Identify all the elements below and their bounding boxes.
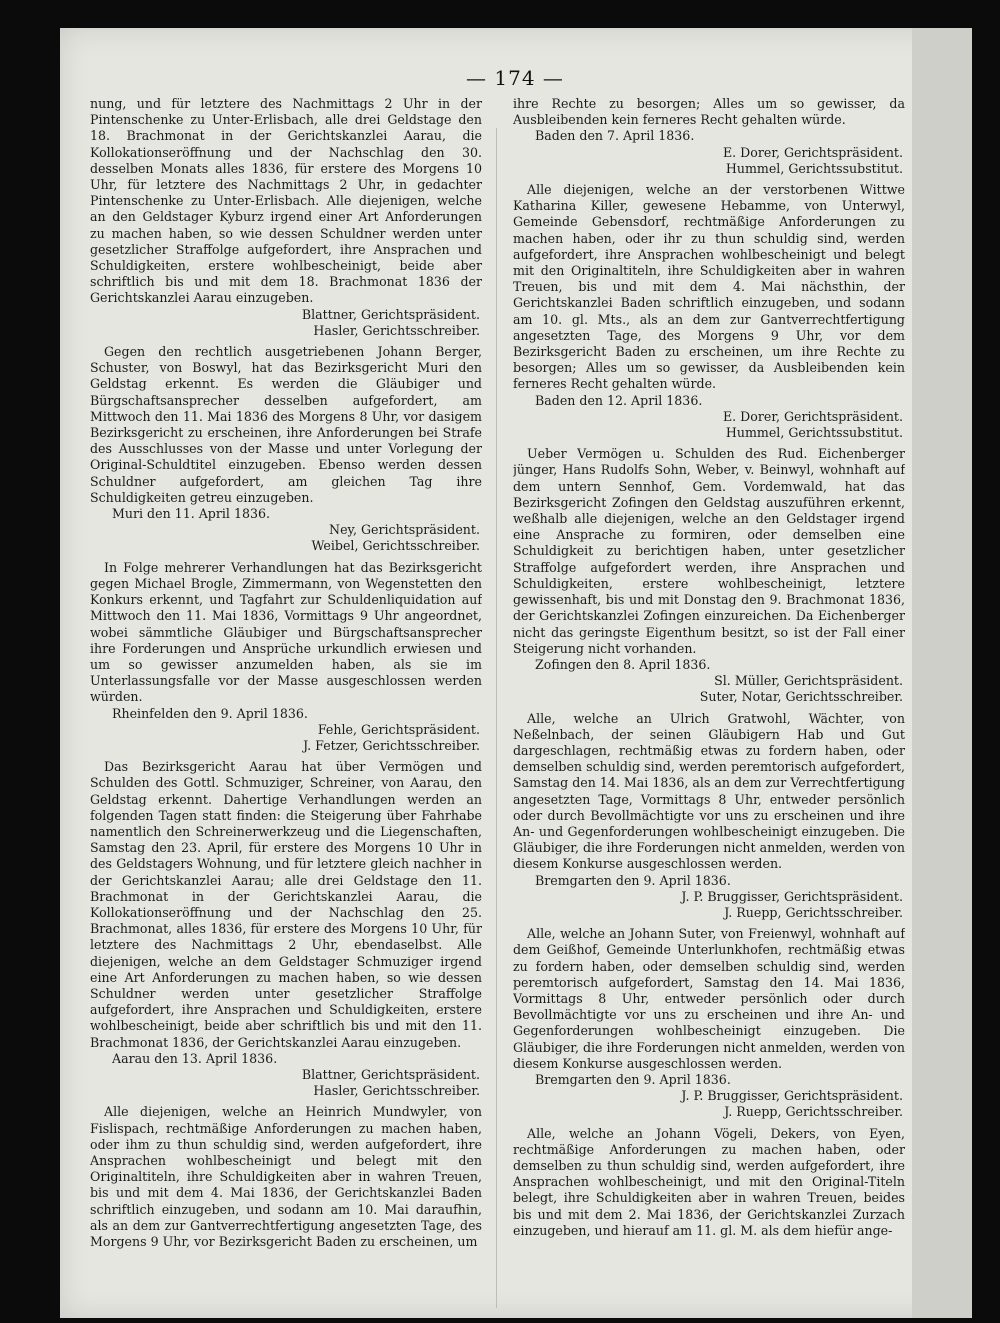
notice-date: Bremgarten den 9. April 1836. [535,872,731,888]
notice-date: Zofingen den 8. April 1836. [535,656,711,672]
notice-signature: Blattner, Gerichtspräsident. [301,306,480,322]
notice-signature: Hummel, Gerichtssubstitut. [725,425,903,441]
notice-text: Alle, welche an Ulrich Gratwohl, Wächter, von Neßelnbach, der seinen Gläubigern Hab und Gut dargeschlagen, rechtmäßig etwas zu fordern haben, oder demselben schuldig sind, werden peremtorisch aufgefordert, Samstag den 14. Mai 1836, als an dem zur Verrechtfertigung angesetzten Tage, Vormittags 8 Uhr, entweder persönlich oder durch Bevollmächtigte vor uns zu erscheinen und ihre An- und Gegenforderungen wohlbescheinigt einzugeben. Die Gläubiger, die ihre Forderungen nicht anmelden, werden von diesem Konkurse ausgeschlossen werden. [513,710,905,872]
page-number: — 174 — [466,66,564,90]
notice-block [513,926,905,1120]
newspaper-page [60,28,972,1318]
notice-signature: Hummel, Gerichtssubstitut. [725,160,903,176]
notice-date: Aarau den 13. April 1836. [112,1050,278,1066]
notice-block [90,96,482,339]
right-column [513,96,905,1306]
left-column [90,96,482,1306]
notice-text: Ueber Vermögen u. Schulden des Rud. Eichenberger jünger, Hans Rudolfs Sohn, Weber, v. Beinwyl, wohnhaft auf dem untern Sennhof, Gem. Vordemwald, hat das Bezirksgericht Zofingen den Geldstag auszuführen erkennt, weßhalb alle diejenigen, welche an den Geldstager irgend eine Ansprache zu formiren, oder demselben eine Schuldigkeit zu berichtigen haben, unter gesetzlicher Straffolge aufgefordert werden, ihre Ansprachen und Schuldigkeiten, erstere wohlbescheinigt, letztere gewissenhaft, bis und mit Donstag den 9. Brachmonat 1836, der Gerichtskanzlei Zofingen einzureichen. Da Eichenberger nicht das geringste Eigenthum besitzt, so ist der Fall einer Steigerung nicht vorhanden. [513,446,905,656]
notice-text: Alle diejenigen, welche an Heinrich Mundwyler, von Fislispach, rechtmäßige Anforderungen zu machen haben, oder ihm zu thun schuldig sind, werden aufgefordert, ihre Ansprachen wohlbescheinigt und belegt mit den Originaltiteln, ihre Schuldigkeiten aber in wahren Treuen, bis und mit dem 4. Mai 1836, der Gerichtskanzlei Baden schriftlich einzugeben, und sodann am 10. Mai daraufhin, als an dem zur Gantverrechtfertigung angesetzten Tage, des Morgens 9 Uhr, vor Bezirksgericht Baden zu erscheinen, um [90,1104,482,1250]
notice-block [513,182,905,441]
notice-block [90,344,482,555]
notice-signature: Weibel, Gerichtsschreiber. [311,538,480,554]
notice-text: Gegen den rechtlich ausgetriebenen Johann Berger, Schuster, von Boswyl, hat das Bezirksgericht Muri den Geldstag erkennt. Es werden die Gläubiger und Bürgschaftsansprecher desselben aufgefordert, am Mittwoch den 11. Mai 1836 des Morgens 8 Uhr, vor dasigem Bezirksgericht zu erscheinen, ihre Anforderungen bei Strafe des Ausschlusses von der Masse und unter Vorlegung der Original-Schuldtitel einzugeben. Ebenso werden dessen Schuldner aufgefordert, am gleichen Tag ihre Schuldigkeiten getreu einzugeben. [90,344,482,505]
notice-text: Alle, welche an Johann Suter, von Freienwyl, wohnhaft auf dem Geißhof, Gemeinde Unterlunkhofen, rechtmäßig etwas zu fordern haben, oder demselben schuldig sind, werden peremtorisch aufgefordert, Samstag den 14. Mai 1836, Vormittags 8 Uhr, entweder persönlich oder durch Bevollmächtigte vor uns zu erscheinen und ihre An- und Gegenforderungen wohlbescheinigt einzugeben. Die Gläubiger, die ihre Forderungen nicht anmelden, werden von diesem Konkurse ausgeschlossen werden. [513,926,905,1071]
notice-signature: Fehle, Gerichtspräsident. [317,721,480,737]
notice-block [90,560,482,754]
notice-date: Baden den 12. April 1836. [535,392,703,408]
notice-signature: Hasler, Gerichtsschreiber. [313,1083,480,1099]
notice-text: In Folge mehrerer Verhandlungen hat das Bezirksgericht gegen Michael Brogle, Zimmermann, von Wegenstetten den Konkurs erkennt, und Tagfahrt zur Schuldenliquidation auf Mittwoch den 11. Mai 1836, Vormittags 9 Uhr angeordnet, wobei sämmtliche Gläubiger und Bürgschaftsansprecher ihre Forderungen und Ansprüche urkundlich erwiesen und um so gewisser anzumelden haben, als sie im Unterlassungsfalle vor der Masse ausgeschlossen werden würden. [90,559,482,705]
notice-text: Das Bezirksgericht Aarau hat über Vermögen und Schulden des Gottl. Schmuziger, Schreiner, von Aarau, den Geldstag erkennt. Dahertige Verhandlungen werden an folgenden Tagen statt finden: die Steigerung über Fahrhabe namentlich den Schreinerwerkzeug und die Liegenschaften, Samstag den 23. April, für erstere des Morgens 10 Uhr in des Geldstagers Wohnung, und für letztere gleich nachher in der Gerichtskanzlei Aarau; alle drei Geldstage den 11. Brachmonat in der Gerichtskanzlei Aarau, die Kollokationseröffnung und der Nachschlag den 25. Brachmonat, alles 1836, für erstere des Morgens 10 Uhr, für letztere des Nachmittags 2 Uhr, ebendaselbst. Alle diejenigen, welche an dem Geldstager Schmuziger irgend eine Art Anforderungen zu machen haben, so wie dessen Schuldner werden unter gesetzlicher Straffolge aufgefordert, ihre Ansprachen und Schuldigkeiten, erstere wohlbescheinigt, beide aber schriftlich bis und mit den 11. Brachmonat 1836, der Gerichtskanzlei Aarau einzugeben. [90,759,482,1050]
notice-date: Muri den 11. April 1836. [112,506,271,522]
notice-signature: Hasler, Gerichtsschreiber. [313,322,480,338]
notice-block [513,711,905,922]
notice-signature: J. Fetzer, Gerichtsschreiber. [303,737,480,753]
notice-date: Baden den 7. April 1836. [535,128,695,144]
notice-date: Bremgarten den 9. April 1836. [535,1071,731,1087]
notice-text: ihre Rechte zu besorgen; Alles um so gewisser, da Ausbleibenden kein ferneres Recht gehalten würde. [513,96,905,128]
notice-block [90,759,482,1099]
notice-signature: Blattner, Gerichtspräsident. [301,1066,480,1082]
notice-signature: J. Ruepp, Gerichtsschreiber. [724,904,903,920]
notice-signature: E. Dorer, Gerichtspräsident. [722,144,903,160]
facing-page-edge [912,28,972,1318]
notice-signature: J. Ruepp, Gerichtsschreiber. [724,1104,903,1120]
notice-signature: J. P. Bruggisser, Gerichtspräsident. [681,1088,903,1104]
notice-block [513,1126,905,1239]
notice-text: Alle, welche an Johann Vögeli, Dekers, von Eyen, rechtmäßige Anforderungen zu machen haben, oder demselben zu thun schuldig sind, werden aufgefordert, ihre Ansprachen wohlbescheinigt, und mit den Original-Titeln belegt, ihre Schuldigkeiten aber in wahren Treuen, beides bis und mit dem 2. Mai 1836, der Gerichtskanzlei Zurzach einzugeben, und hierauf am 11. gl. M. als dem hiefür ange- [513,1125,905,1238]
notice-signature: J. P. Bruggisser, Gerichtspräsident. [681,888,903,904]
notice-signature: Suter, Notar, Gerichtsschreiber. [699,689,903,705]
notice-signature: E. Dorer, Gerichtspräsident. [722,408,903,424]
notice-block [513,446,905,705]
column-divider [496,128,497,1308]
notice-signature: Ney, Gerichtspräsident. [329,522,480,538]
notice-signature: Sl. Müller, Gerichtspräsident. [714,673,903,689]
notice-block [513,96,905,177]
notice-text: nung, und für letztere des Nachmittags 2 Uhr in der Pintenschenke zu Unter-Erlisbach, alle drei Geldstage den 18. Brachmonat in der Gerichtskanzlei Aarau, die Kollokationseröffnung und der Nachschlag den 30. desselben Monats alles 1836, für erstere des Morgens 10 Uhr, für letztere des Nachmittags 2 Uhr, in gedachter Pintenschenke zu Unter-Erlisbach. Alle diejenigen, welche an den Geldstager Kyburz irgend einer Art Anforderungen zu machen haben, so wie dessen Schuldner werden unter gesetzlicher Straffolge aufgefordert, ihre Ansprachen und Schuldigkeiten, erstere wohlbescheinigt, beide aber schriftlich bis und mit dem 18. Brachmonat 1836 der Gerichtskanzlei Aarau einzugeben. [90,96,482,306]
notice-date: Rheinfelden den 9. April 1836. [112,705,308,721]
notice-block [90,1104,482,1250]
notice-text: Alle diejenigen, welche an der verstorbenen Wittwe Katharina Killer, gewesene Hebamme, von Unterwyl, Gemeinde Gebensdorf, rechtmäßige Anforderungen zu machen haben, oder ihr zu thun schuldig sind, werden aufgefordert, ihre Ansprachen wohlbescheinigt und belegt mit den Originaltiteln, ihre Schuldigkeiten aber in wahren Treuen, bis und mit dem 4. Mai nächsthin, der Gerichtskanzlei Baden schriftlich einzugeben, und sodann am 10. gl. Mts., als an dem zur Gantverrechtfertigung angesetzten Tage, des Morgens 9 Uhr, vor dem Bezirksgericht Baden zu erscheinen, um ihre Rechte zu besorgen; Alles um so gewisser, da Ausbleibenden kein ferneres Recht gehalten würde. [513,182,905,392]
